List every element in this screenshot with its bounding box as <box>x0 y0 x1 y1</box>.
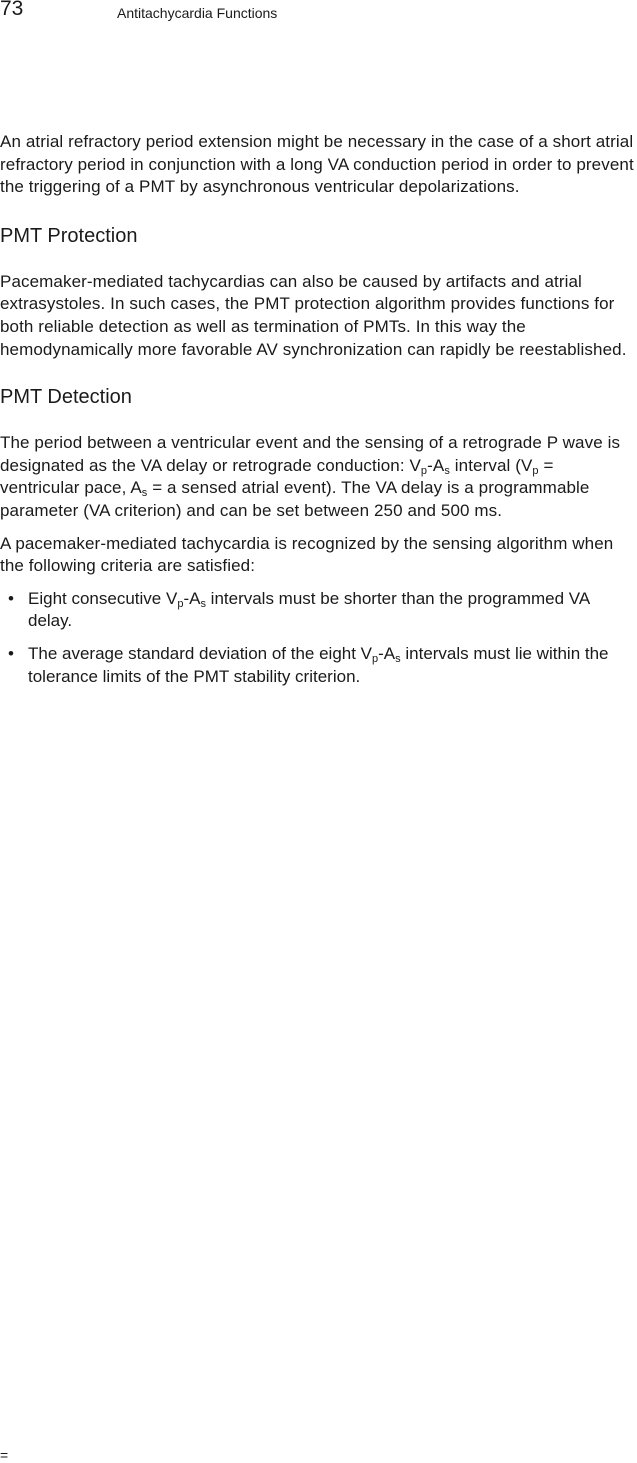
text-run: -A <box>378 643 396 663</box>
intro-paragraph: An atrial refractory period extension might be necessary in the case of a short atrial refractory period in conjunction with a long VA conduction period in order to prevent the triggering of a PMT by asynchronous ventricular depolarizations. <box>0 132 634 197</box>
subscript: p <box>177 597 184 610</box>
pmt-detection-section <box>0 384 637 688</box>
subscript: s <box>395 652 401 665</box>
text-run: -A <box>427 455 445 475</box>
page-header <box>0 0 637 30</box>
footer-mark: = <box>0 1447 9 1463</box>
subscript: p <box>420 464 428 477</box>
document-body <box>0 131 637 698</box>
bullet-icon: • <box>8 588 14 608</box>
list-item <box>0 643 637 688</box>
pmt-detection-heading: PMT Detection <box>0 386 132 409</box>
text-run: The period between a ventricular event and the sensing of a retrograde P wave is designated as the VA delay or retrograde conduction: V <box>0 433 621 475</box>
text-run: = ventricular pace, A <box>0 455 554 498</box>
text-run: intervals must be shorter than the programmed VA delay. <box>28 588 590 631</box>
recognition-paragraph: A pacemaker-mediated tachycardia is recognized by the sensing algorithm when the following criteria are satisfied: <box>0 533 614 576</box>
criteria-list <box>0 588 637 688</box>
list-item <box>0 588 637 633</box>
pmt-protection-paragraph: Pacemaker-mediated tachycardias can also be caused by artifacts and atrial extrasystoles. In such cases, the PMT protection algorithm provides functions for both reliable detection as well as termination of PMTs. In this way the hemodynamically more favorable AV synchronization can rapidly be reestablished. <box>0 271 627 359</box>
running-title: Antitachycardia Functions <box>117 5 278 21</box>
subscript: s <box>200 597 206 610</box>
subscript: p <box>372 652 379 665</box>
text-run: interval (V <box>449 455 533 475</box>
text-run: = a sensed atrial event). The VA delay is a programmable parameter (VA criterion) and can be set between 250 and 500 ms. <box>0 478 590 520</box>
page-number: 73 <box>0 0 24 20</box>
subscript: s <box>444 464 450 477</box>
text-run: -A <box>183 588 201 608</box>
bullet-icon: • <box>8 643 14 663</box>
text-run: intervals must lie within the tolerance limits of the PMT stability criterion. <box>28 643 609 686</box>
text-run: The average standard deviation of the eight V <box>28 643 373 663</box>
text-run: Eight consecutive V <box>28 588 178 608</box>
subscript: p <box>532 464 539 477</box>
subscript: s <box>141 487 148 500</box>
va-delay-paragraph <box>0 432 637 522</box>
pmt-protection-section <box>0 223 637 361</box>
pmt-protection-heading: PMT Protection <box>0 224 138 247</box>
